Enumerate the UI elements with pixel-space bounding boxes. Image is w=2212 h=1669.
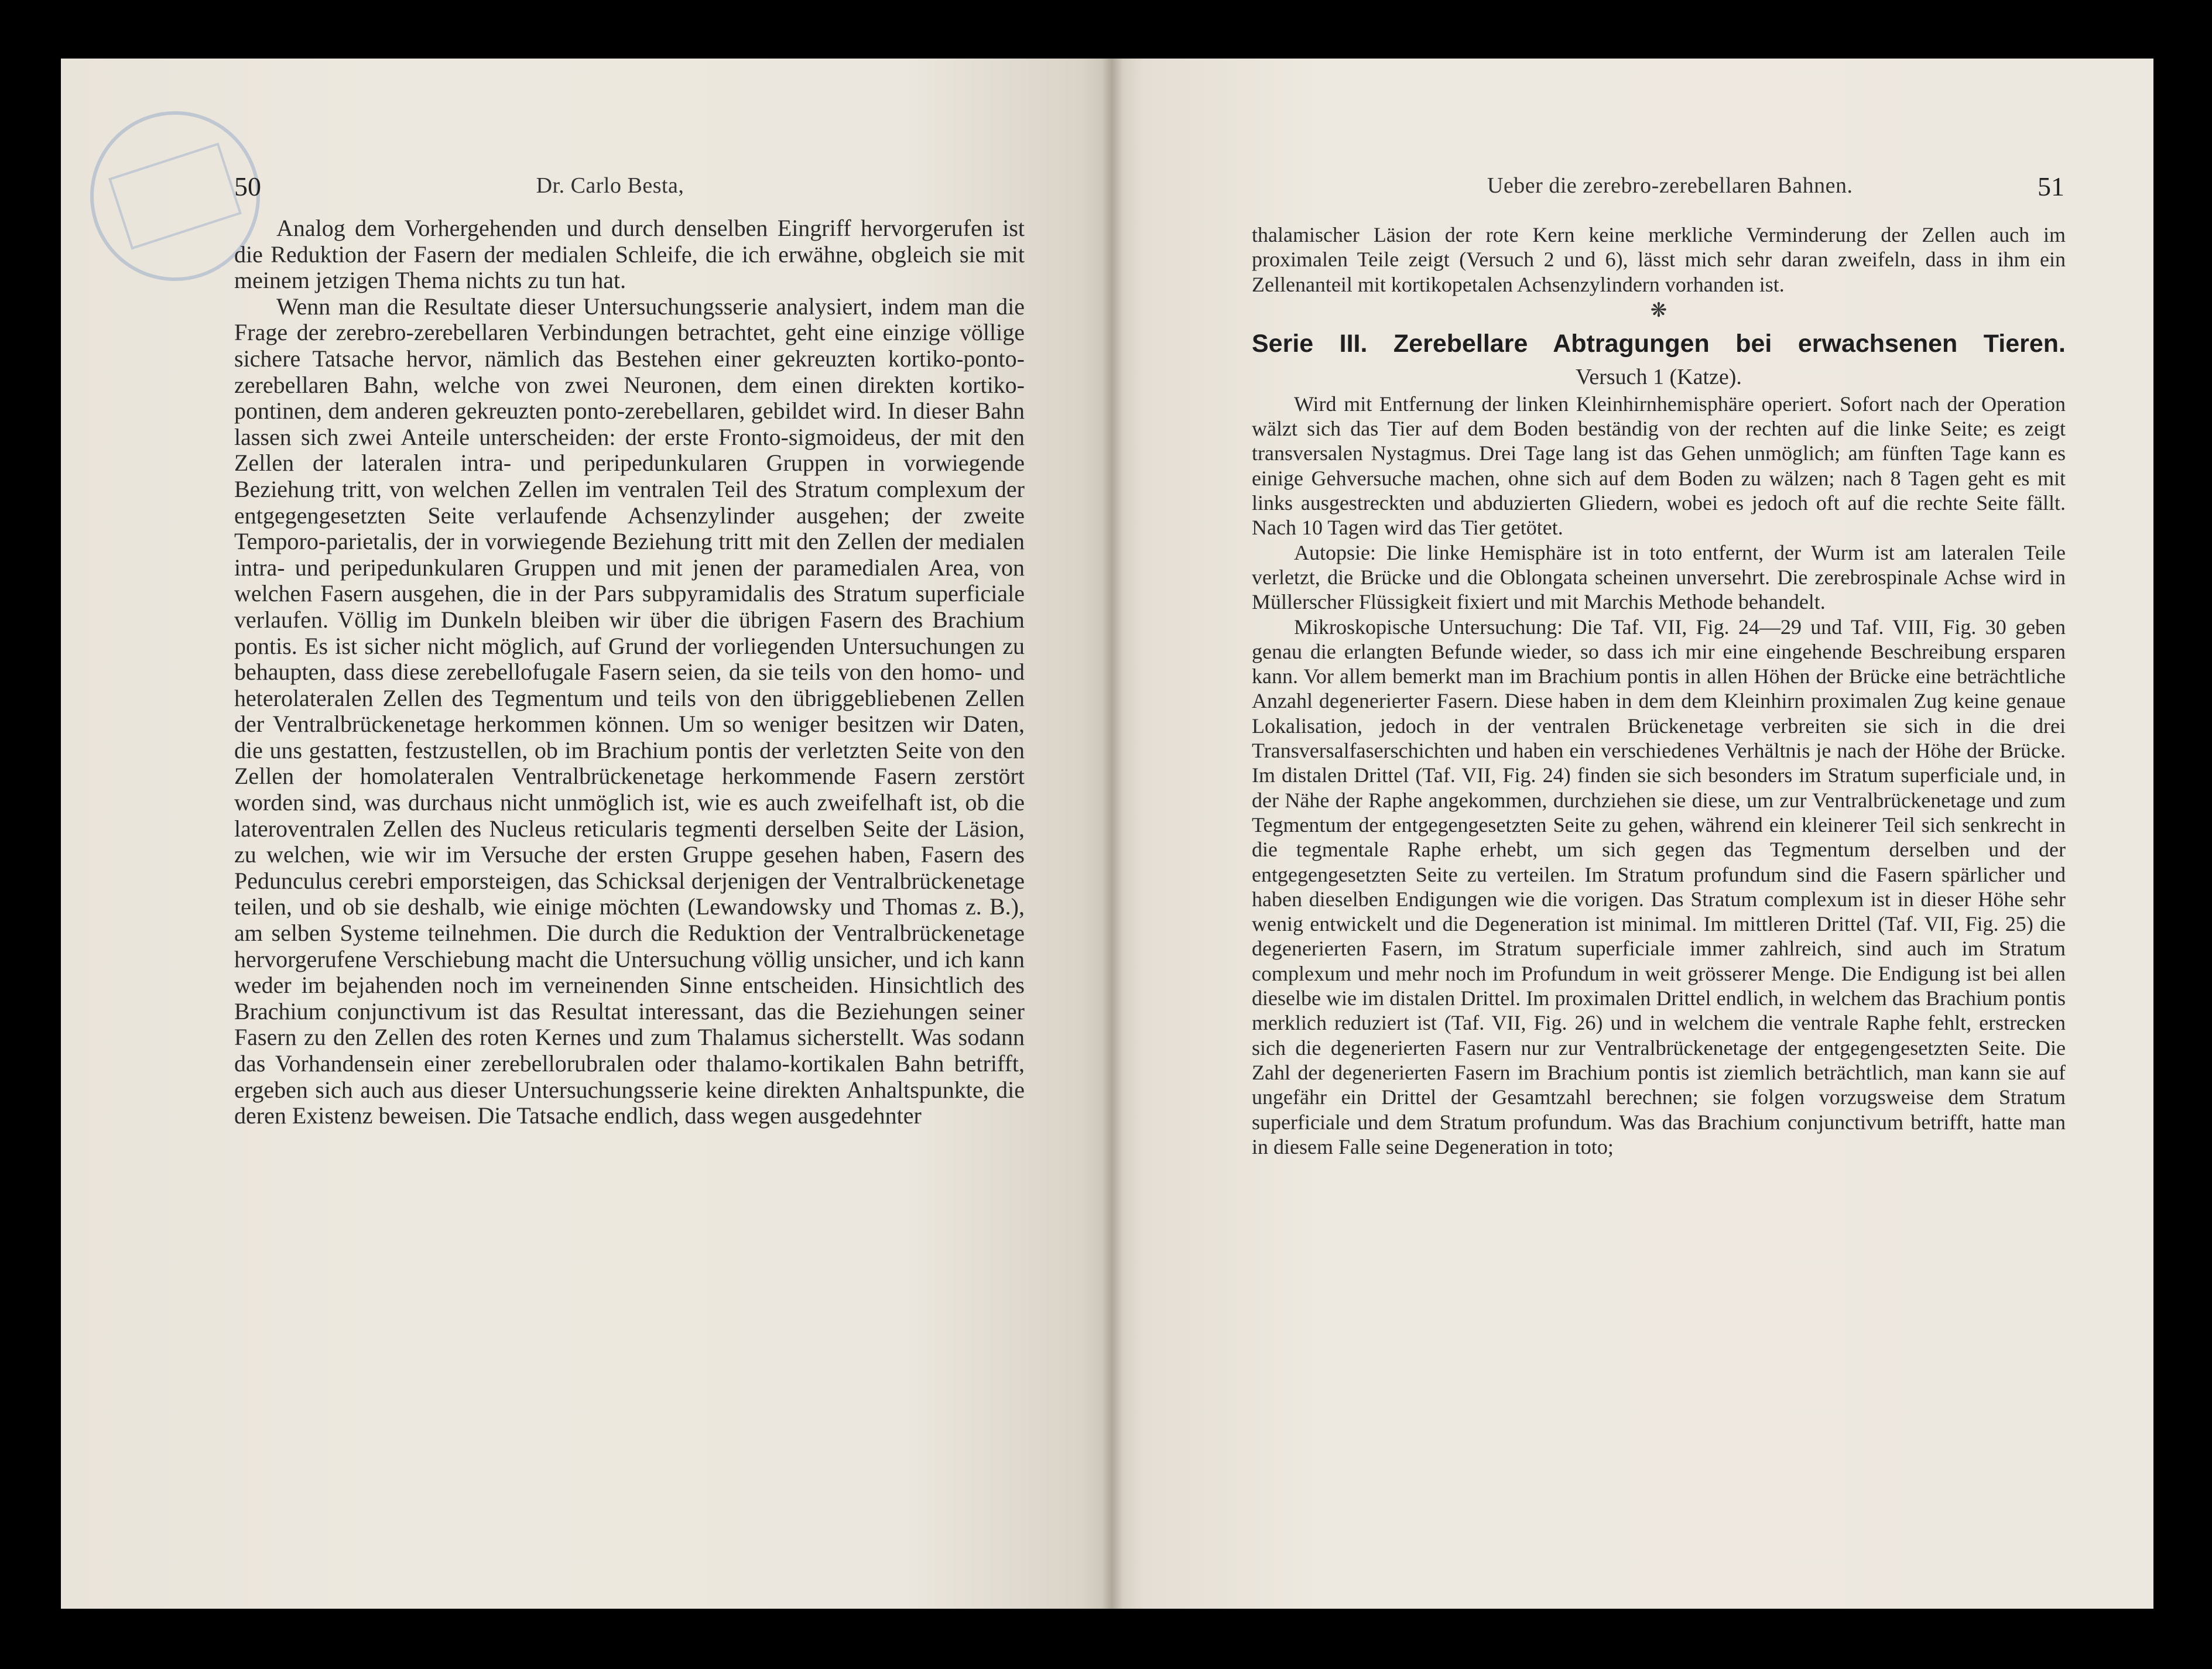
section-heading: Serie III. Zerebellare Abtragungen bei erwachsenen Tieren. [1252, 329, 2066, 358]
body-paragraph: Wenn man die Resultate dieser Untersuchungsserie analysiert, indem man die Frage der zerebro-zerebellaren Verbindungen betrachtet, geht eine einzige völlige sichere Tatsache hervor, nämlich das Bestehen einer gekreuzten kortiko-ponto-zerebellaren Bahn, welche von zwei Neuronen, dem einen direkten kortiko-pontinen, dem anderen gekreuzten ponto-zerebellaren, gebildet wird. In dieser Bahn lassen sich zwei Anteile unterscheiden: der erste Fronto-sigmoideus, der mit den Zellen der lateralen intra- und peripedunkularen Gruppen in vorwiegende Beziehung tritt, von welchen Zellen im ventralen Teil des Stratum complexum der entgegengesetzten Seite verlaufende Achsenzylinder ausgehen; der zweite Temporo-parietalis, der in vorwiegende Beziehung tritt mit den Zellen der medialen intra- und peripedunkularen Gruppen und mit jenen der paramedialen Area, von welchen Fasern ausgehen, die in der Pars subpyramidalis des Stratum superficiale verlaufen. Völlig im Dunkeln bleiben wir über die übrigen Fasern des Brachium pontis. Es ist sicher nicht möglich, auf Grund der vorliegenden Untersuchungen zu behaupten, dass diese zerebellofugale Fasern seien, da sie teils von den homo- und heterolateralen Zellen des Tegmentum und teils von den übriggebliebenen Zellen der Ventralbrückenetage herkommen können. Um so weniger besitzen wir Daten, die uns gestatten, festzustellen, ob im Brachium pontis der verletzten Seite von den Zellen der homolateralen Ventralbrückenetage herkommende Fasern zerstört worden sind, was durchaus nicht unmöglich ist, wie es auch zweifelhaft ist, ob die lateroventralen Zellen des Nucleus reticularis tegmenti derselben Seite der Läsion, zu welchen, wie wir im Versuche der ersten Gruppe gesehen haben, Fasern des Pedunculus cerebri emporsteigen, das Schicksal derjenigen der Ventralbrückenetage teilen, und ob sie deshalb, wie einige möchten (Lewandowsky und Thomas z. B.), am selben Systeme teilnehmen. Die durch die Reduktion der Ventralbrückenetage hervorgerufene Verschiebung macht die Untersuchung völlig unsicher, und ich kann weder im bejahenden noch im verneinenden Sinne entscheiden. Hinsichtlich des Brachium conjunctivum ist das Resultat interessant, das die Beziehungen seiner Fasern zu den Zellen des roten Kernes und zum Thalamus sicherstellt. Was sodann das Vorhandensein einer zerebellorubralen oder thalamo-kortikalen Bahn betrifft, ergeben sich auch aus dieser Untersuchungsserie keine direkten Anhaltspunkte, die deren Existenz beweisen. Die Tatsache endlich, dass wegen ausgedehnter [234, 293, 1025, 1129]
body-paragraph: Mikroskopische Untersuchung: Die Taf. VII, Fig. 24—29 und Taf. VIII, Fig. 30 geben genau die erlangten Befunde wieder, so dass ich mir eine eingehende Beschreibung ersparen kann. Vor allem bemerkt man im Brachium pontis in allen Höhen der Brücke eine beträchtliche Anzahl degenerierter Fasern. Diese haben in dem dem Kleinhirn proximalen Zug keine genaue Lokalisation, jedoch in der ventralen Brückenetage verbreiten sie sich in die drei Transversalfaserschichten und haben ein verschiedenes Verhältnis je nach der Höhe der Brücke. Im distalen Drittel (Taf. VII, Fig. 24) finden sie sich besonders im Stratum superficiale und, in der Nähe der Raphe angekommen, durchziehen sie diese, um zur Ventralbrückenetage und zum Tegmentum der entgegengesetzten Seite zu gehen, während ein kleinerer Teil sich senkrecht in die tegmentale Raphe erhebt, um sich gegen das Tegmentum derselben und der entgegengesetzten Seite zu verteilen. Im Stratum profundum sind die Fasern spärlicher und haben dieselben Endigungen wie die vorigen. Das Stratum complexum ist in dieser Höhe sehr wenig entwickelt und die Degeneration ist minimal. Im mittleren Drittel (Taf. VII, Fig. 25) die degenerierten Fasern, im Stratum superficiale immer zahlreich, sind auch im Stratum complexum und mehr noch im Profundum in weit grösserer Menge. Die Endigung ist bei allen dieselbe wie im distalen Drittel. Im proximalen Drittel endlich, in welchem das Brachium pontis merklich reduziert ist (Taf. VII, Fig. 26) und in welchem die ventrale Raphe fehlt, erstrecken sich die degenerierten Fasern nur zur Ventralbrückenetage der entgegengesetzten Seite. Die Zahl der degenerierten Fasern im Brachium pontis ist ziemlich beträchtlich, man kann sie auf ungefähr ein Drittel der Gesamtzahl berechnen; sie folgen vorzugsweise dem Stratum superficiale und dem Stratum profundum. Was das Brachium conjunctivum betrifft, hatte man in diesem Falle seine Degeneration in toto; [1252, 615, 2066, 1159]
section-ornament: ❋ [1650, 299, 1667, 321]
running-head-right: Ueber die zerebro-zerebellaren Bahnen. [1487, 173, 1853, 198]
left-page-body [234, 215, 1025, 1129]
page-number-right: 51 [2038, 172, 2064, 201]
right-page-body [1252, 222, 2066, 1159]
continuation-paragraph: thalamischer Läsion der rote Kern keine merkliche Verminderung der Zellen auch im proximalen Teile zeigt (Versuch 2 und 6), lässt mich sehr daran zweifeln, dass in ihm ein Zellenanteil mit kortikopetalen Achsenzylindern vorhanden ist. [1252, 223, 2066, 296]
body-paragraph: Analog dem Vorhergehenden und durch denselben Eingriff hervorgerufen ist die Reduktion der Fasern der medialen Schleife, die ich erwähne, obgleich sie mit meinem jetzigen Thema nichts zu tun hat. [234, 215, 1025, 294]
page-number-left: 50 [234, 172, 261, 201]
left-page [61, 59, 1112, 1609]
book-gutter [1102, 59, 1123, 1609]
body-paragraph: Wird mit Entfernung der linken Kleinhirnhemisphäre operiert. Sofort nach der Operation wälzt sich das Tier auf dem Boden beständig von der rechten auf die linke Seite; es zeigt transversalen Nystagmus. Drei Tage lang ist das Gehen unmöglich; am fünften Tage kann es einige Gehversuche machen, ohne sich auf dem Boden zu wälzen; nach 8 Tagen geht es mit links ausgestreckten und abduzierten Gliedern, wobei es jedoch oft auf die rechte Seite fällt. Nach 10 Tagen wird das Tier getötet. [1252, 392, 2066, 540]
running-head-left: Dr. Carlo Besta, [536, 173, 684, 198]
book-spread [61, 59, 2153, 1609]
subsection-heading: Versuch 1 (Katze). [1576, 364, 1742, 389]
body-paragraph: Autopsie: Die linke Hemisphäre ist in toto entfernt, der Wurm ist am lateralen Teile verletzt, die Brücke und die Oblongata scheinen unversehrt. Die zerebrospinale Achse wird in Müllerscher Flüssigkeit fixiert und mit Marchis Methode behandelt. [1252, 540, 2066, 614]
right-page [1112, 59, 2153, 1609]
